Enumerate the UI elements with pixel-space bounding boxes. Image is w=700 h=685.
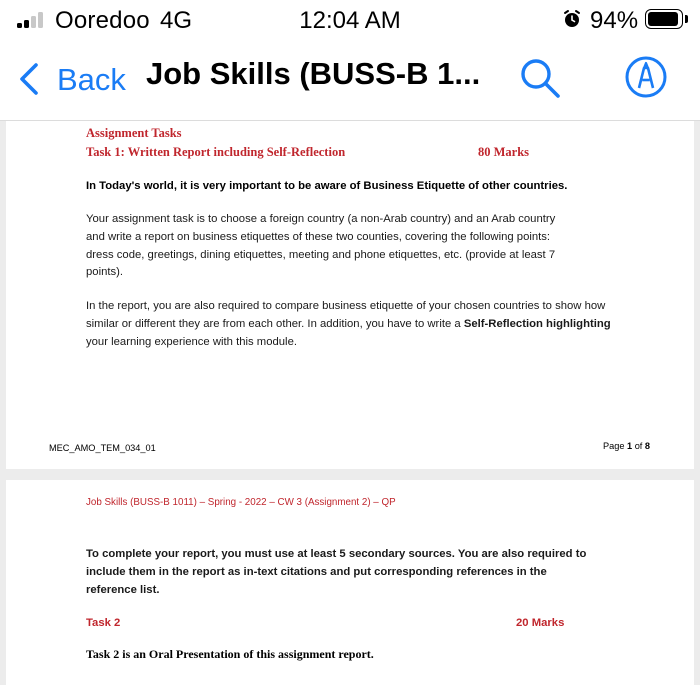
assignment-tasks-heading: Assignment Tasks [86,126,182,140]
carrier-name: Ooredoo [55,7,150,34]
network-type: 4G [160,7,193,34]
task2-marks: 20 Marks [516,617,565,629]
paragraph-line: and write a report on business etiquettes of these two counties, covering the following points: [86,230,551,243]
clock: 12:04 AM [299,7,401,34]
status-bar [0,0,700,40]
back-button[interactable] [10,54,130,104]
task1-marks: 80 Marks [478,145,530,159]
back-label: Back [57,62,126,97]
navigation-bar [0,40,700,121]
document-page-1 [6,121,694,469]
paragraph-line: Your assignment task is to choose a foreign country (a non-Arab country) and an Arab country [86,213,556,225]
battery-icon [645,9,690,31]
self-reflection-term: Self-Reflection [463,317,543,330]
battery-level-fill [648,12,678,26]
page-number: Page 1 of 8 [603,441,651,451]
document-page-2 [6,480,694,685]
alarm-icon [562,9,582,29]
page-title: Job Skills (BUSS-B 1... [146,56,481,91]
task-description-paragraph [86,211,626,282]
intro-statement: In Today's world, it is very important to be aware of Business Etiquette of other countries. [86,180,568,192]
chevron-left-icon [18,62,40,96]
paragraph-line: dress code, greetings, dining etiquettes, meeting and phone etiquettes, etc. (provide at least 7 [86,248,556,261]
markup-pen-icon[interactable] [624,55,668,99]
task2-title: Task 2 [86,617,121,629]
secondary-sources-paragraph [86,546,626,599]
search-icon[interactable] [518,56,562,100]
template-code: MEC_AMO_TEM_034_01 [49,443,156,453]
paragraph-line: To complete your report, you must use at least 5 secondary sources. You are also required to [86,548,587,560]
page-header: Job Skills (BUSS-B 1011) – Spring - 2022 – CW 3 (Assignment 2) – QP [86,497,396,508]
battery-percent: 94% [590,7,639,34]
paragraph-line: reference list. [86,583,160,596]
paragraph-line: include them in the report as in-text citations and put corresponding references in the [86,565,547,578]
highlighting-term: highlighting [546,317,611,330]
comparison-paragraph [86,298,626,351]
task1-title: Task 1: Written Report including Self-Reflection [86,145,346,159]
para2-text: In the report, you are also required to compare business etiquette of your chosen countries to show how similar or different they are from each other. In addition, you have to write a [86,300,606,330]
task2-description: Task 2 is an Oral Presentation of this assignment report. [86,647,374,661]
para2-end-text: your learning experience with this module. [86,335,297,348]
paragraph-line: points). [86,266,124,279]
